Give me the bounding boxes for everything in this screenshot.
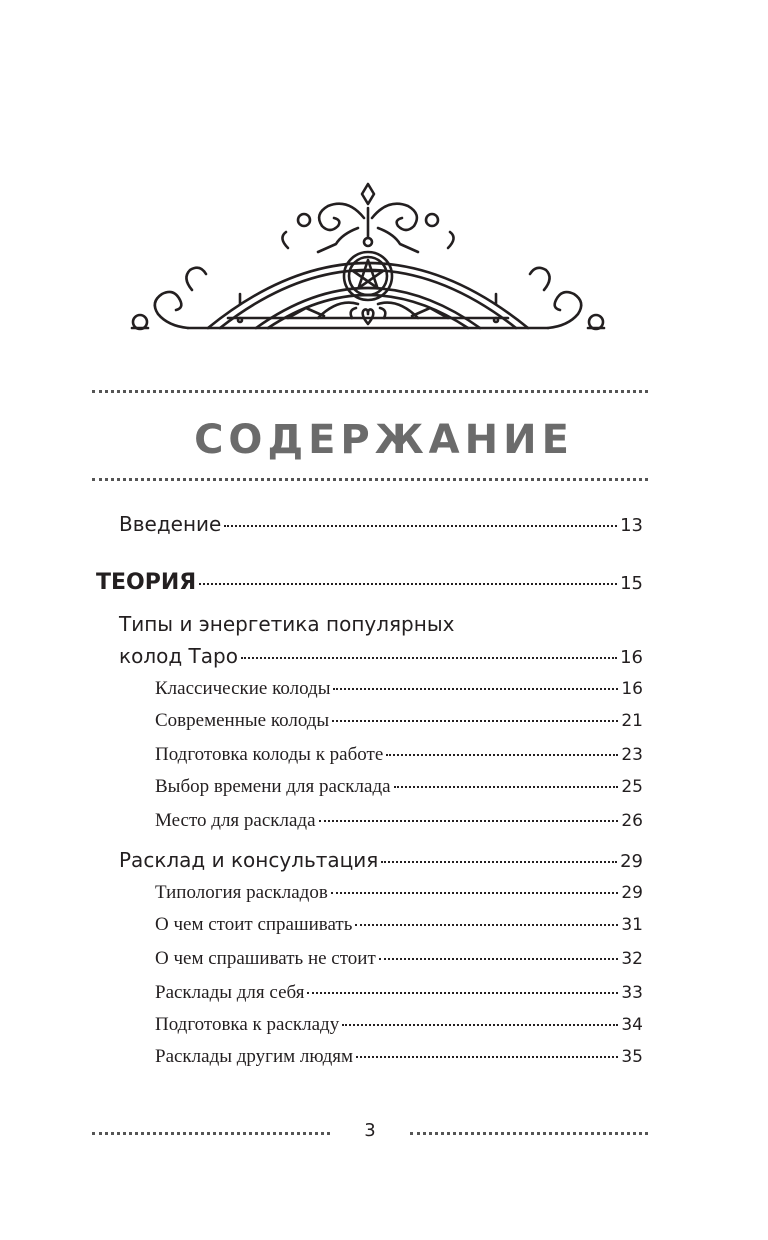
toc-entry-spreads-for-others[interactable] xyxy=(155,1046,643,1068)
toc-entry-label: Введение xyxy=(119,512,222,536)
dot-leader xyxy=(199,583,617,585)
toc-entry-modern-decks[interactable] xyxy=(155,710,643,732)
dot-leader xyxy=(379,958,619,960)
toc-entry-label: Современные колоды xyxy=(155,710,330,731)
toc-entry-choosing-time[interactable] xyxy=(155,776,643,798)
toc-entry-label: Расклады для себя xyxy=(155,982,305,1003)
footer-divider-left xyxy=(92,1132,330,1135)
toc-entry-label: Выбор времени для расклада xyxy=(155,776,391,797)
toc-entry-label: О чем стоит спрашивать xyxy=(155,914,353,935)
top-divider xyxy=(92,390,648,393)
toc-entry-page: 35 xyxy=(621,1047,643,1067)
dot-leader xyxy=(386,754,618,756)
toc-entry-theory[interactable] xyxy=(96,570,643,595)
title-divider xyxy=(92,478,648,481)
dot-leader xyxy=(381,861,617,863)
dot-leader xyxy=(241,657,617,659)
toc-entry-page: 29 xyxy=(621,883,643,903)
toc-entry-spread-place[interactable] xyxy=(155,810,643,832)
toc-entry-page: 15 xyxy=(620,573,643,594)
dot-leader xyxy=(342,1024,618,1026)
toc-entry-what-not-to-ask[interactable] xyxy=(155,948,643,970)
toc-entry-page: 13 xyxy=(620,515,643,536)
toc-entry-page: 26 xyxy=(621,811,643,831)
toc-entry-introduction[interactable] xyxy=(119,512,643,536)
dot-leader xyxy=(307,992,618,994)
toc-entry-page: 33 xyxy=(621,983,643,1003)
toc-entry-classic-decks[interactable] xyxy=(155,678,643,700)
toc-entry-label: Подготовка к раскладу xyxy=(155,1014,340,1035)
toc-entry-page: 31 xyxy=(621,915,643,935)
dot-leader xyxy=(394,786,619,788)
dot-leader xyxy=(356,1056,618,1058)
toc-entry-label: О чем спрашивать не стоит xyxy=(155,948,376,969)
page-number: 3 xyxy=(364,1120,376,1141)
toc-entry-label: Место для расклада xyxy=(155,810,316,831)
toc-entry-spread-consultation[interactable] xyxy=(119,848,643,872)
toc-entry-spread-preparation[interactable] xyxy=(155,1014,643,1036)
dot-leader xyxy=(331,892,619,894)
toc-entry-label: Подготовка колоды к работе xyxy=(155,744,384,765)
footer-divider-right xyxy=(410,1132,648,1135)
toc-entry-page: 16 xyxy=(621,679,643,699)
toc-entry-spreads-for-self[interactable] xyxy=(155,982,643,1004)
dot-leader xyxy=(355,924,618,926)
page-title: СОДЕРЖАНИЕ xyxy=(194,417,574,463)
pentacle-arch-ornament-icon xyxy=(128,178,608,348)
toc-entry-deck-types[interactable] xyxy=(119,644,643,668)
toc-entry-label: колод Таро xyxy=(119,644,238,668)
toc-entry-label: Расклад и консультация xyxy=(119,848,379,872)
dot-leader xyxy=(332,720,618,722)
toc-entry-deck-preparation[interactable] xyxy=(155,744,643,766)
dot-leader xyxy=(333,688,618,690)
toc-entry-page: 21 xyxy=(621,711,643,731)
toc-entry-page: 32 xyxy=(621,949,643,969)
toc-entry-what-to-ask[interactable] xyxy=(155,914,643,936)
toc-entry-page: 29 xyxy=(620,851,643,872)
toc-entry-page: 25 xyxy=(621,777,643,797)
toc-entry-label: Типология раскладов xyxy=(155,882,328,903)
toc-entry-page: 16 xyxy=(620,647,643,668)
dot-leader xyxy=(224,525,617,527)
toc-entry-page: 34 xyxy=(621,1015,643,1035)
toc-entry-label-line1: Типы и энергетика популярных xyxy=(119,612,455,636)
toc-entry-page: 23 xyxy=(621,745,643,765)
toc-entry-label: ТЕОРИЯ xyxy=(96,570,197,595)
dot-leader xyxy=(319,820,619,822)
toc-entry-label: Классические колоды xyxy=(155,678,331,699)
toc-entry-label: Расклады другим людям xyxy=(155,1046,354,1067)
toc-entry-spread-typology[interactable] xyxy=(155,882,643,904)
